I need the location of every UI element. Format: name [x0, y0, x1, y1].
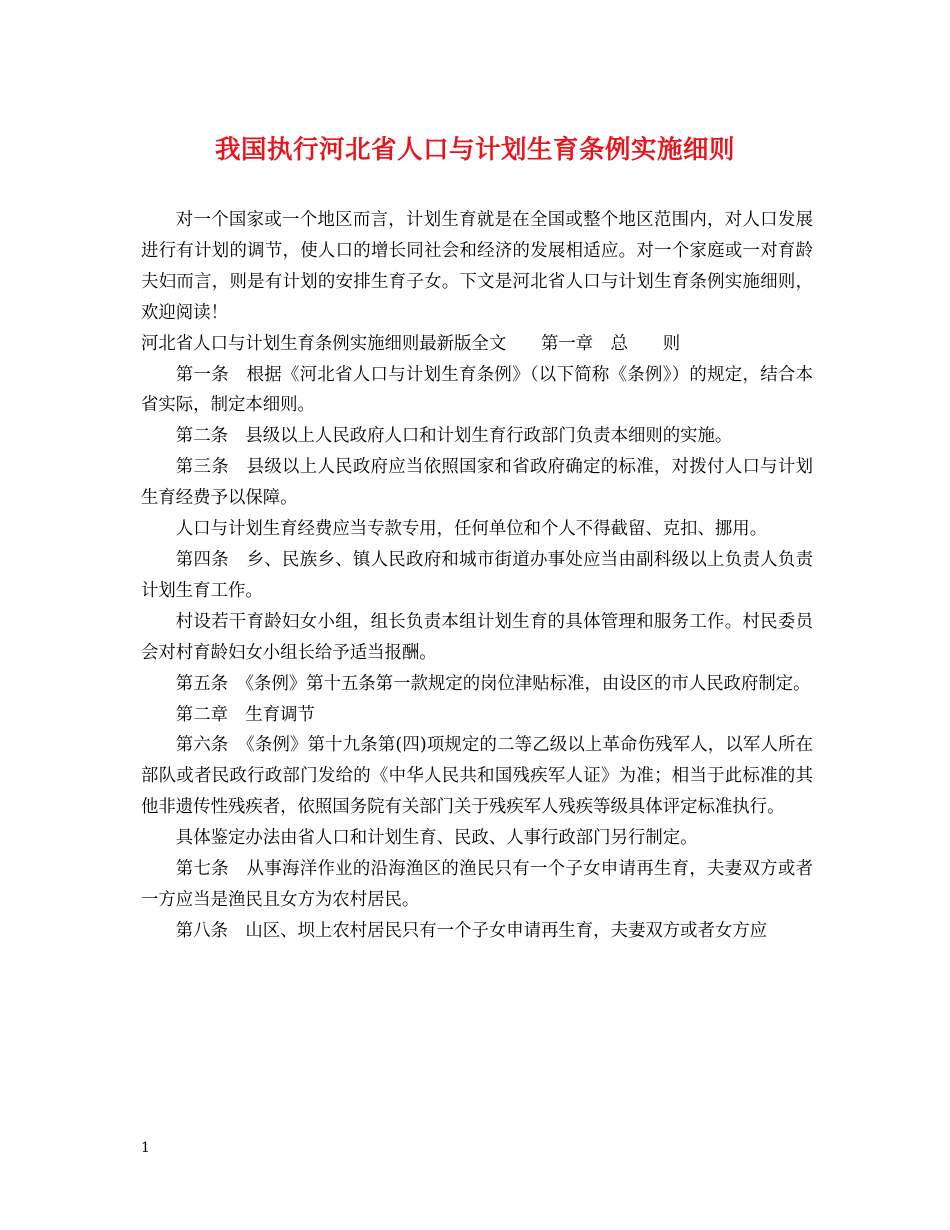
paragraph-article-6: 第六条 《条例》第十九条第(四)项规定的二等乙级以上革命伤残军人，以军人所在部队或者民政行政部门发给的《中华人民共和国残疾军人证》为准；相当于此标准的其他非遗传性残疾者，依照国务院有关部门关于残疾军人残疾等级具体评定标准执行。	[141, 735, 813, 818]
paragraph-article-1: 第一条 根据《河北省人口与计划生育条例》（以下简称《条例》）的规定，结合本省实际，制定本细则。	[141, 364, 813, 416]
paragraph-intro: 对一个国家或一个地区而言，计划生育就是在全国或整个地区范围内，对人口发展进行有计划的调节，使人口的增长同社会和经济的发展相适应。对一个家庭或一对育龄夫妇而言，则是有计划的安排生育子女。下文是河北省人口与计划生育条例实施细则，欢迎阅读！	[141, 210, 813, 323]
paragraph-chapter-two-heading: 第二章 生育调节	[175, 704, 315, 725]
paragraph-article-4: 第四条 乡、民族乡、镇人民政府和城市街道办事处应当由副科级以上负责人负责计划生育工作。	[141, 549, 813, 601]
page-number: 1	[141, 1140, 150, 1156]
paragraph-article-5: 第五条 《条例》第十五条第一款规定的岗位津贴标准，由设区的市人民政府制定。	[175, 673, 811, 694]
paragraph-article-7: 第七条 从事海洋作业的沿海渔区的渔民只有一个子女申请再生育，夫妻双方或者一方应当是渔民且女方为农村居民。	[141, 859, 813, 910]
paragraph-article-3-funds: 人口与计划生育经费应当专款专用，任何单位和个人不得截留、克扣、挪用。	[175, 519, 768, 540]
paragraph-article-6-appraisal: 具体鉴定办法由省人口和计划生育、民政、人事行政部门另行制定。	[175, 828, 698, 849]
paragraph-chapter-one-heading: 河北省人口与计划生育条例实施细则最新版全文 第一章 总 则	[141, 333, 681, 354]
document-title: 我国执行河北省人口与计划生育条例实施细则	[214, 135, 735, 165]
paragraph-article-8: 第八条 山区、坝上农村居民只有一个子女申请再生育，夫妻双方或者女方应	[175, 920, 768, 941]
paragraph-article-3: 第三条 县级以上人民政府应当依照国家和省政府确定的标准，对拨付人口与计划生育经费予以保障。	[141, 457, 813, 509]
paragraph-article-2: 第二条 县级以上人民政府人口和计划生育行政部门负责本细则的实施。	[175, 426, 733, 447]
paragraph-article-4-village: 村设若干育龄妇女小组，组长负责本组计划生育的具体管理和服务工作。村民委员会对村育龄妇女小组长给予适当报酬。	[141, 611, 813, 663]
document-body	[141, 205, 813, 947]
